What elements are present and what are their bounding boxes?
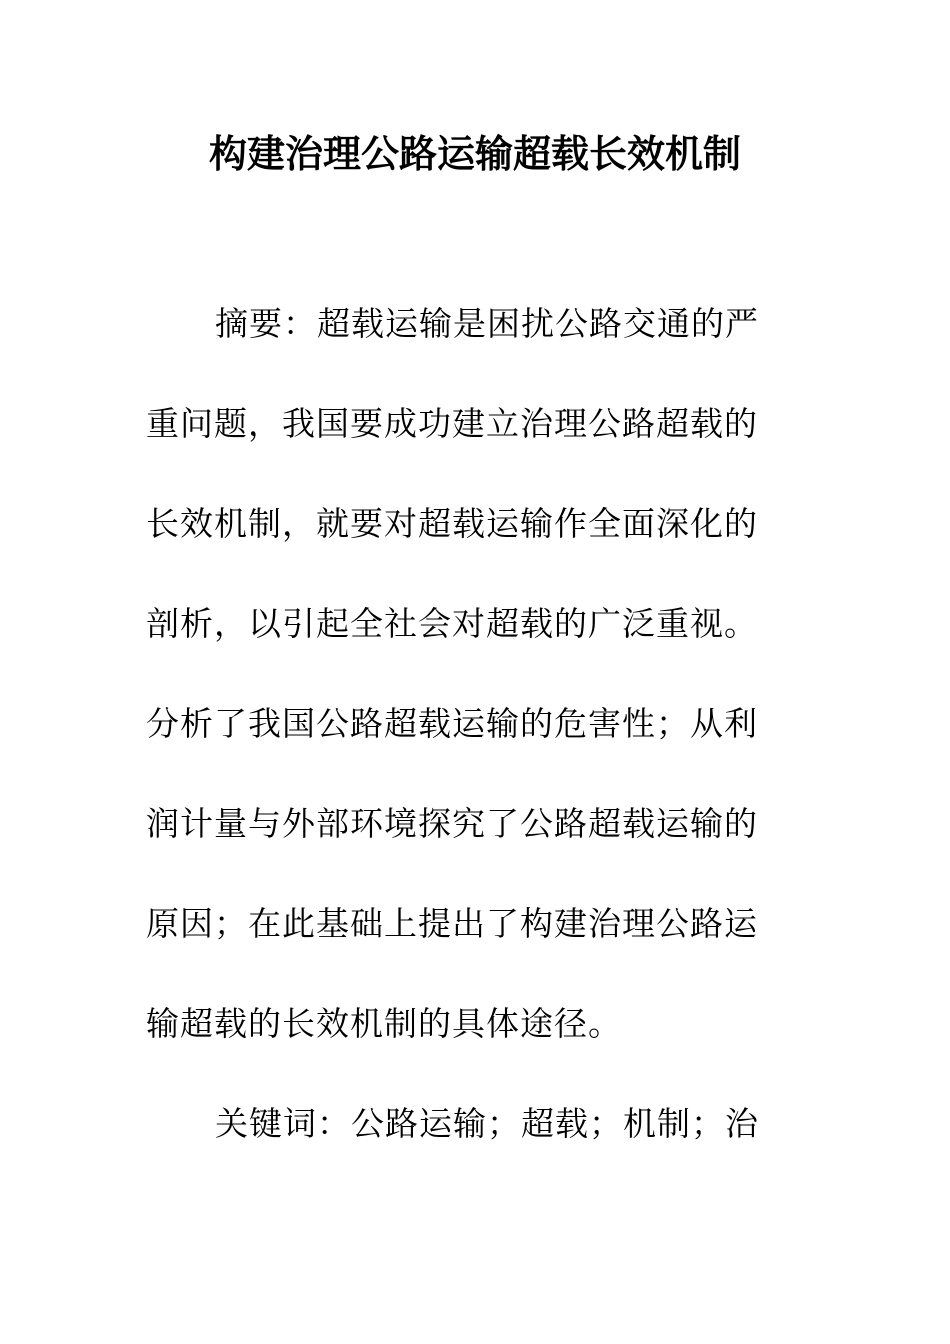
- keywords-line: 关键词：公路运输；超载；机制；治: [215, 1104, 759, 1143]
- abstract-line-3: 长效机制，就要对超载运输作全面深化的: [146, 504, 758, 543]
- abstract-line-5: 分析了我国公路超载运输的危害性；从利: [146, 704, 758, 743]
- abstract-line-8: 输超载的长效机制的具体途径。: [146, 1004, 622, 1043]
- abstract-line-4: 剖析，以引起全社会对超载的广泛重视。: [146, 604, 758, 643]
- abstract-line-2: 重问题，我国要成功建立治理公路超载的: [146, 404, 758, 443]
- document-title: 构建治理公路运输超载长效机制: [208, 132, 741, 176]
- abstract-line-1: 摘要：超载运输是困扰公路交通的严: [215, 304, 759, 343]
- abstract-line-6: 润计量与外部环境探究了公路超载运输的: [146, 804, 758, 843]
- abstract-line-7: 原因；在此基础上提出了构建治理公路运: [146, 904, 758, 943]
